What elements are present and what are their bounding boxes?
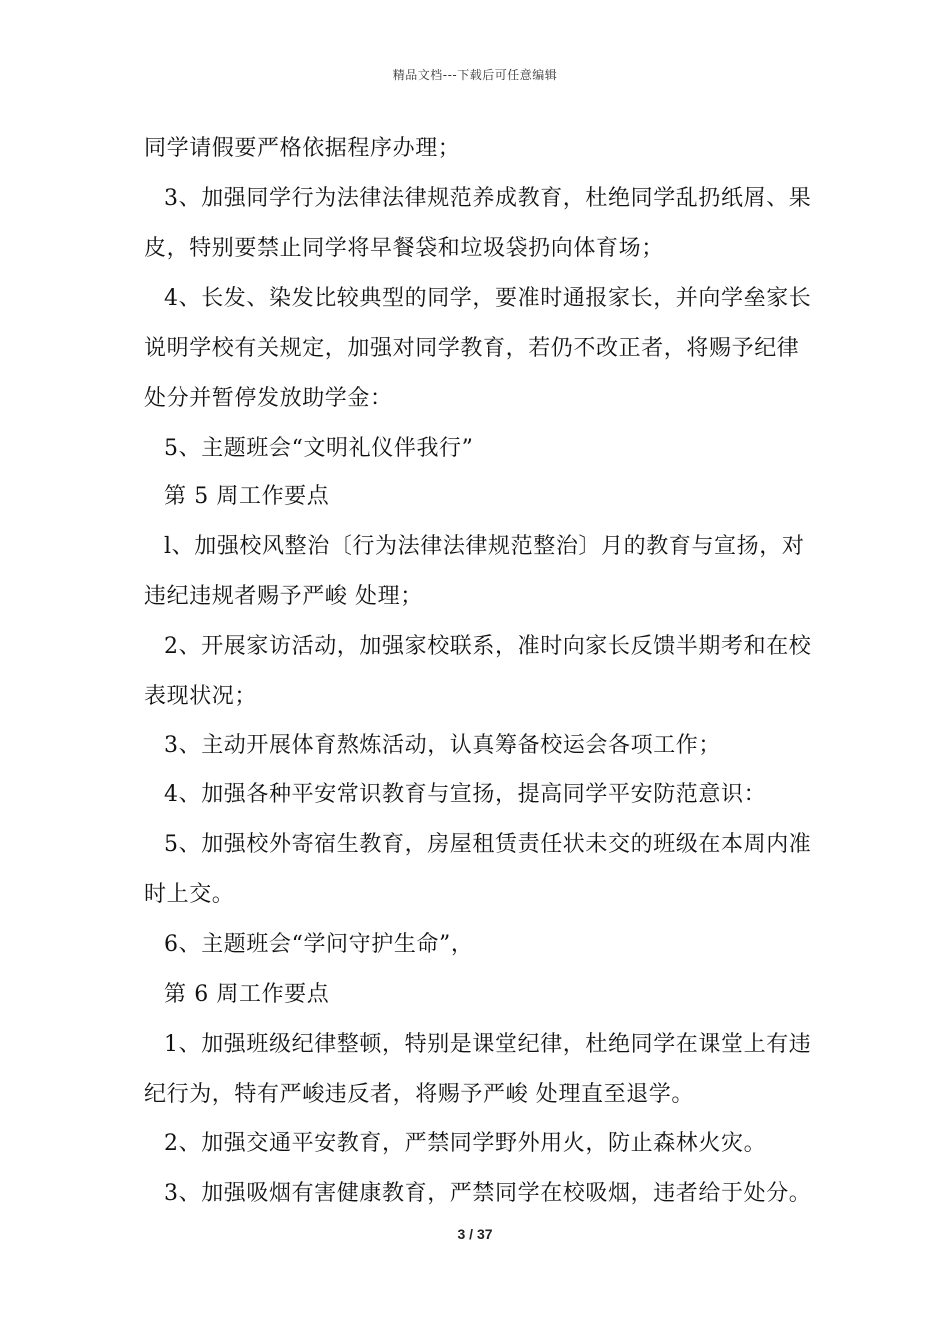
section-heading: 第 6 周工作要点 [164, 982, 330, 1007]
text-line: 4、加强各种平安常识教育与宣扬，提高同学平安防范意识： [164, 782, 767, 807]
text-line: 5、主题班会“文明礼仪伴我行” [164, 436, 474, 461]
text-line: 3、加强吸烟有害健康教育，严禁同学在校吸烟，违者给于处分。 [164, 1181, 812, 1206]
text-line: 违纪违规者赐予严峻 处理； [144, 584, 423, 609]
text-line: 6、主题班会“学问守护生命”， [164, 932, 474, 957]
text-line: 纪行为，特有严峻违反者，将赐予严峻 处理直至退学。 [144, 1082, 694, 1107]
text-line: 处分并暂停发放助学金： [144, 386, 393, 411]
text-line: 3、加强同学行为法律法律规范养成教育，杜绝同学乱扔纸屑、果 [164, 186, 812, 211]
text-line: 4、长发、染发比较典型的同学，要准时通报家长，并向学垒家长 [164, 286, 812, 311]
text-line: 皮，特别要禁止同学将早餐袋和垃圾袋扔向体育场； [144, 236, 664, 261]
text-line: 5、加强校外寄宿生教育，房屋租赁责任状未交的班级在本周内准 [164, 832, 812, 857]
text-line: l、加强校风整治〔行为法律法律规范整治〕月的教育与宣扬，对 [164, 534, 805, 559]
text-line: 时上交。 [144, 882, 235, 907]
text-line: 3、主动开展体育熬炼活动，认真筹备校运会各项工作； [164, 733, 721, 758]
text-line: 表现状况； [144, 684, 258, 709]
text-line: 2、加强交通平安教育，严禁同学野外用火，防止森林火灾。 [164, 1131, 767, 1156]
page-header: 精品文档---下载后可任意编辑 [392, 68, 558, 82]
text-line: 1、加强班级纪律整顿，特别是课堂纪律，杜绝同学在课堂上有违 [164, 1032, 812, 1057]
page-number: 3 / 37 [457, 1226, 493, 1242]
text-line: 2、开展家访活动，加强家校联系，准时向家长反馈半期考和在校 [164, 634, 812, 659]
section-heading: 第 5 周工作要点 [164, 484, 330, 509]
text-line: 同学请假要严格依据程序办理； [144, 136, 461, 161]
text-line: 说明学校有关规定，加强对同学教育，若仍不改正者，将赐予纪律 [144, 336, 800, 361]
